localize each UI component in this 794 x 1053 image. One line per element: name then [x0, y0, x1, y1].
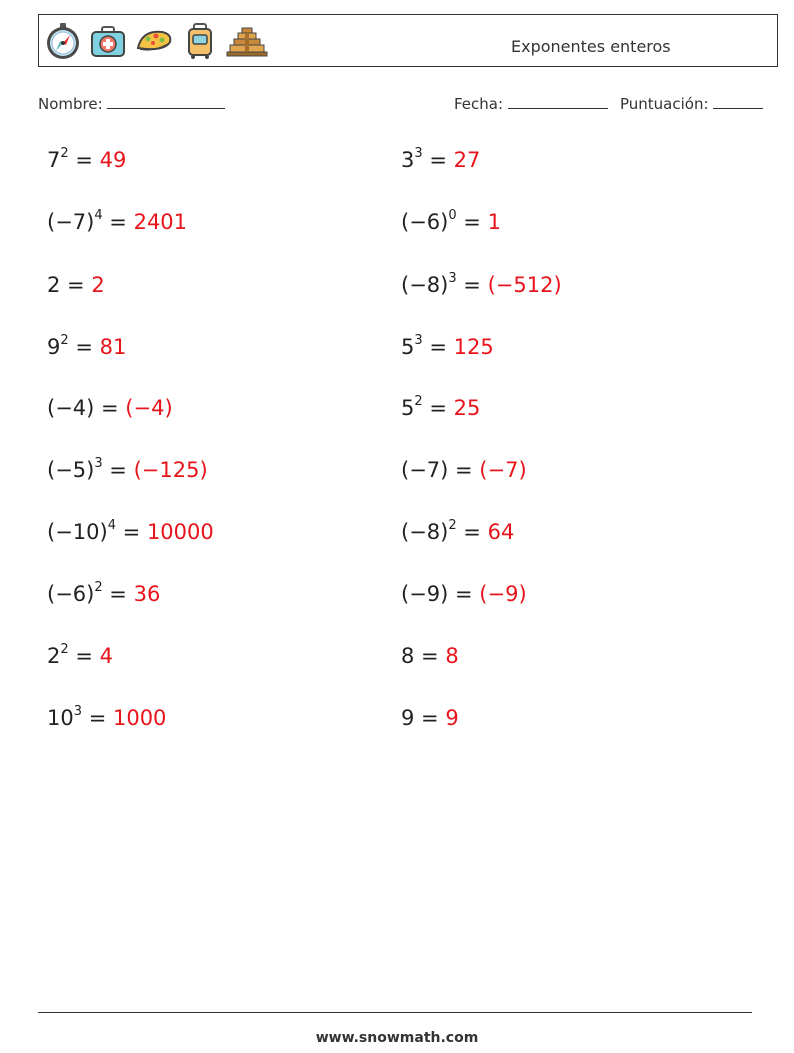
problem-left-5: (−4) = (−4): [47, 396, 173, 420]
score-field: [620, 94, 763, 113]
problem-right-3: $(-8)^3 = (-512)$: [401, 271, 562, 297]
problem-right-10: 9 = 9: [401, 706, 459, 730]
answer: (−512): [487, 273, 562, 297]
answer: 64: [487, 520, 515, 544]
answer: (−9): [479, 582, 527, 606]
worksheet-title: Exponentes enteros: [511, 37, 671, 56]
problem-left-7: $(-10)^4 = 10000$: [47, 518, 214, 544]
pyramid-icon: [226, 22, 268, 60]
problem-right-7: $(-8)^2 = 64$: [401, 518, 515, 544]
answer: (−4): [125, 396, 173, 420]
luggage-icon: [181, 22, 219, 60]
problem-left-1: $7^2 = 49$: [47, 146, 127, 172]
problem-right-5: $5^2 = 25$: [401, 394, 481, 420]
problem-left-3: 2 = 2: [47, 273, 105, 297]
answer: (−7): [479, 458, 527, 482]
name-label: Nombre:: [38, 95, 103, 113]
taco-icon: [134, 22, 174, 60]
name-field: [38, 94, 225, 113]
problem-right-2: $(-6)^0 = 1$: [401, 208, 501, 234]
problem-left-4: $9^2 = 81$: [47, 333, 127, 359]
answer: 10000: [146, 520, 214, 544]
problem-right-8: (−9) = (−9): [401, 582, 527, 606]
score-label: Puntuación:: [620, 95, 709, 113]
problem-left-6: $(-5)^3 = (-125)$: [47, 456, 208, 482]
answer: 36: [133, 582, 161, 606]
answer: (−125): [133, 458, 208, 482]
answer: 4: [99, 644, 113, 668]
footer-url[interactable]: www.snowmath.com: [315, 1030, 479, 1046]
answer: 49: [99, 148, 127, 172]
score-line[interactable]: [713, 94, 763, 109]
compass-icon: [44, 22, 82, 60]
header-box: [38, 14, 778, 67]
problem-left-8: $(-6)^2 = 36$: [47, 580, 161, 606]
name-line[interactable]: [107, 94, 225, 109]
answer: 2401: [133, 210, 188, 234]
date-label: Fecha:: [454, 95, 504, 113]
problem-right-4: $5^3 = 125$: [401, 333, 494, 359]
answer: 2: [91, 273, 105, 297]
answer: 25: [453, 396, 481, 420]
problem-left-9: $2^2 = 4$: [47, 642, 113, 668]
answer: 81: [99, 335, 127, 359]
problem-right-6: (−7) = (−7): [401, 458, 527, 482]
problem-right-9: 8 = 8: [401, 644, 459, 668]
footer-divider: [38, 1012, 752, 1013]
answer: 125: [453, 335, 494, 359]
answer: 1: [487, 210, 501, 234]
date-line[interactable]: [508, 94, 608, 109]
first-aid-kit-icon: [89, 22, 127, 60]
answer: 8: [445, 644, 459, 668]
problem-left-10: $10^3 = 1000$: [47, 704, 167, 730]
answer: 1000: [112, 706, 167, 730]
answer: 9: [445, 706, 459, 730]
problem-right-1: $3^3 = 27$: [401, 146, 481, 172]
answer: 27: [453, 148, 481, 172]
header-icons: [44, 21, 268, 61]
date-field: [454, 94, 608, 113]
problem-left-2: $(-7)^4 = 2401$: [47, 208, 188, 234]
